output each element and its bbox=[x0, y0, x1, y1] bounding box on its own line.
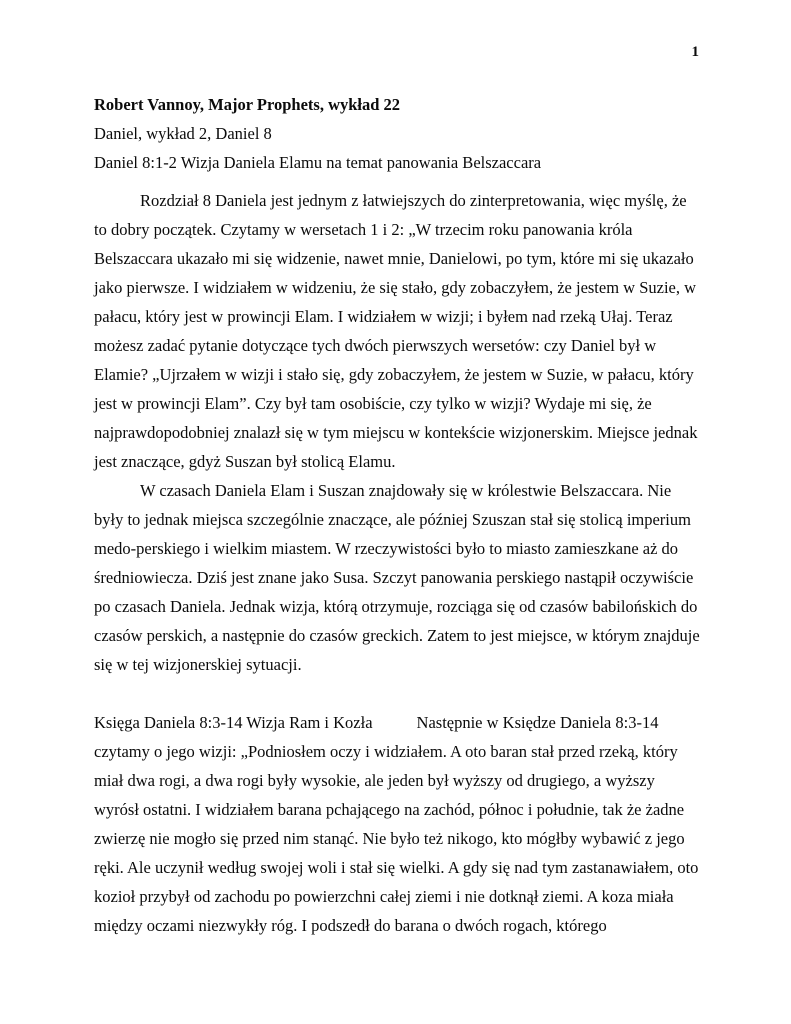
paragraph-1: Rozdział 8 Daniela jest jednym z łatwiejszych do zinterpretowania, więc myślę, że to dobry początek. Czytamy w wersetach 1 i 2: „W trzecim roku panowania króla Belszaccara ukazało mi się widzenie, nawet mnie, Danielowi, po tym, które mi się ukazało jako pierwsze. I widziałem w widzeniu, że się stało, gdy zobaczyłem, że jestem w Suzie, w pałacu, który jest w prowincji Elam. I widziałem w wizji; i byłem nad rzeką Ułaj. Teraz możesz zadać pytanie dotyczące tych dwóch pierwszych wersetów: czy Daniel był w Elamie? „Ujrzałem w wizji i stało się, gdy zobaczyłem, że jestem w Suzie, w pałacu, który jest w prowincji Elam”. Czy był tam osobiście, czy tylko w wizji? Wydaje mi się, że najprawdopodobniej znalazł się w tym miejscu w kontekście wizjonerskim. Miejsce jednak jest znaczące, gdyż Suszan był stolicą Elamu. bbox=[94, 191, 698, 471]
paragraph-3 bbox=[94, 708, 702, 940]
page-number: 1 bbox=[691, 44, 699, 60]
paragraph-2: W czasach Daniela Elam i Suszan znajdowały się w królestwie Belszaccara. Nie były to jednak miejsca szczególnie znaczące, ale później Szuszan stał się stolicą imperium medo-perskiego i wielkim miastem. W rzeczywistości było to miasto zamieszkane aż do średniowiecza. Dziś jest znane jako Susa. Szczyt panowania perskiego nastąpił oczywiście po czasach Daniela. Jednak wizja, którą otrzymuje, rozciąga się od czasów babilońskich do czasów perskich, a następnie do czasów greckich. Zatem to jest miejsce, w którym znajduje się w tej wizjonerskiej sytuacji. bbox=[94, 481, 700, 674]
document-content bbox=[94, 90, 702, 940]
paragraph-3-text: Następnie w Księdze Daniela 8:3-14 czytamy o jego wizji: „Podniosłem oczy i widziałem. A oto baran stał przed rzeką, który miał dwa rogi, a dwa rogi były wysokie, ale jeden był wyższy od drugiego, a wyższy wyrósł ostatni. I widziałem barana pchającego na zachód, północ i południe, tak że żadne zwierzę nie mogło się przed nim stanąć. Nie było też nikogo, kto mógłby wybawić z jego ręki. Ale uczynił według swojej woli i stał się wielki. A gdy się nad tym zastanawiałem, oto kozioł przybył od zachodu po powierzchni całej ziemi i nie dotknął ziemi. A koza miała między oczami niezwykły róg. I podszedł do barana o dwóch rogach, którego bbox=[94, 713, 699, 935]
section-heading-daniel-8-1-2: Daniel 8:1-2 Wizja Daniela Elamu na temat panowania Belszaccara bbox=[94, 153, 542, 172]
blank-line-spacer bbox=[94, 679, 702, 708]
document-subtitle: Daniel, wykład 2, Daniel 8 bbox=[94, 124, 272, 143]
document-title: Robert Vannoy, Major Prophets, wykład 22 bbox=[94, 95, 401, 114]
section-heading-daniel-8-3-14: Księga Daniela 8:3-14 Wizja Ram i Kozła bbox=[94, 713, 373, 732]
